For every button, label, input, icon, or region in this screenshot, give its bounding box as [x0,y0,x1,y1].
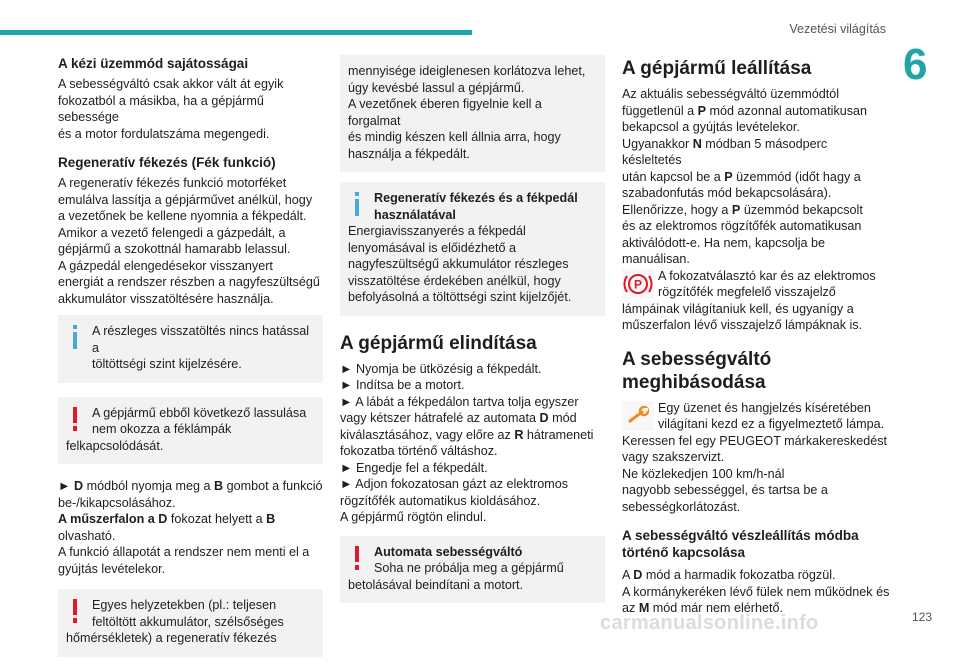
gearbox-fault-note [622,400,890,516]
warning-box-brake-lights [58,397,323,465]
column-2 [340,55,605,613]
page-number: 123 [911,610,932,624]
step-5: ► Adjon fokozatosan gázt az elektromos rögzítőfék automatikus kioldásához. A gépjármű rögtön elindul. [340,477,569,524]
warning-text-continued: mennyisége ideiglenesen korlátozva lehet, úgy kevésbé lassul a gépjármű. A vezetőnek éberen figyelnie kell a forgalmat és mindig készen kell állnia arra, hogy használja a fékpedált. [348,64,586,161]
info-text: A részleges visszatöltés nincs hatással a töltöttségi szint kijelzésére. [92,324,309,371]
warning-title: Automata sebességváltó [374,544,523,559]
park-brake-warning-icon [622,269,654,299]
step-1: ► Nyomja be ütközésig a fékpedált. [340,361,542,376]
warning-text-cont: felkapcsolódását. [66,438,164,453]
info-body: Energiavisszanyerés a fékpedál lenyomásával is előidézhető a nagyfeszültségű akkumulátor részleges visszatöltése érdekében anélkül, hogy befolyásolná a töltöttségi szint kijelzőjét. [348,224,572,304]
top-accent-bar [0,30,472,35]
warning-body-cont: betolásával beindítani a motort. [348,577,524,592]
column-3 [622,55,890,617]
paragraph-b-button: ► D módból nyomja meg a B gombot a funkció be-/kikapcsolásához. A műszerfalon a D fokozat helyett a B olvasható. A funkció állapotát a rendszer nem menti el a gyújtás levételekor. [58,479,323,576]
gearbox-fault-text: Egy üzenet és hangjelzés kíséretében világítani kezd ez a figyelmeztető lámpa. [658,400,885,431]
paragraph-stopping: Az aktuális sebességváltó üzemmódtól függetlenül a P mód azonnal automatikusan bekapcsol a gyújtás levételekor. Ugyanakkor N módban 5 másodperc késleltetés után kapcsol be a P üzemmód (időt hagy a szabadonfutás mód bekapcsolására). Ellenőrizze, hogy a P üzemmód bekapcsolt és az elektromos rögzítőfék automatikusan aktiválódott-e. Ha nem, kapcsolja be manuálisan. [622,87,868,266]
warning-box-automatic-gearbox [340,536,605,604]
svg-text:P: P [633,277,643,291]
park-brake-note [622,268,890,334]
park-brake-text-cont: lámpáinak világítaniuk kell, és ugyanígy a műszerfalon lévő visszajelző lámpáknak is. [622,301,863,332]
info-icon [352,192,362,216]
warning-text: Egyes helyzetekben (pl.: teljesen feltöltött akkumulátor, szélsőséges [92,598,284,629]
running-header: Vezetési világítás [789,22,886,36]
warning-box-continued [340,55,605,172]
warning-icon [352,546,362,570]
warning-text-cont: hőmérsékletek) a regeneratív fékezés [66,631,277,645]
info-box-partial-recharge [58,315,323,383]
paragraph-emergency-mode: A D mód a harmadik fokozatba rögzül. A kormánykeréken lévő fülek nem működnek és az M mód már nem elérhető. [622,568,890,615]
park-brake-text: A fokozatválasztó kar és az elektromos rögzítőfék megfelelő visszajelző [658,268,876,299]
heading-regen-braking: Regeneratív fékezés (Fék funkció) [58,155,276,170]
warning-icon [70,407,80,431]
chapter-number: 6 [903,40,928,89]
warning-body: Soha ne próbálja meg a gépjármű [374,561,564,575]
gearbox-fault-icon [622,401,654,431]
paragraph-regen-braking: A regeneratív fékezés funkció motorféket emulálva lassítja a gépjárművet anélkül, hogy a vezetőnek be kellene nyomnia a fékpedált. Amikor a vezető felengedi a gázpedált, a gépjármű a szokottnál hamarabb lelassul. A gázpedál elengedésekor visszanyert energiát a rendszer részben a nagyfeszültségű akkumulátor visszatöltésére használja. [58,176,320,306]
heading-manual-mode: A kézi üzemmód sajátosságai [58,56,249,71]
watermark: carmanualsonline.info [600,612,819,634]
step-2: ► Indítsa be a motort. [340,378,465,392]
step-4: ► Engedje fel a fékpedált. [340,460,488,475]
warning-text: A gépjármű ebből következő lassulása nem okozza a féklámpák [92,405,307,436]
gearbox-fault-text-cont: Keressen fel egy PEUGEOT márkakereskedést vagy szakszervizt. Ne közlekedjen 100 km/h-nál nagyobb sebességgel, és tartsa be a sebességkorlátozást. [622,433,888,514]
step-3: ► A lábát a fékpedálon tartva tolja egyszer vagy kétszer hátrafelé az automata D mód kiválasztásához, vagy előre az R hátrameneti fokozatba történő váltáshoz. [340,394,594,458]
info-box-brake-pedal-regen [340,182,605,316]
info-icon [70,325,80,349]
heading-gearbox-fault: A sebességváltó meghibásodása [622,348,772,393]
warning-icon [70,599,80,623]
heading-starting: A gépjármű elindítása [340,332,537,354]
heading-stopping: A gépjármű leállítása [622,58,812,79]
warning-box-regen-limited [58,589,323,657]
paragraph-manual-mode: A sebességváltó csak akkor vált át egyik fokozatból a másikba, ha a gépjármű sebessége és a motor fordulatszáma megengedi. [58,77,284,141]
heading-emergency-mode: A sebességváltó vészleállítás módba történő kapcsolása [622,528,859,560]
info-title: Regeneratív fékezés és a fékpedál használatával [374,191,578,222]
column-1 [58,55,323,667]
